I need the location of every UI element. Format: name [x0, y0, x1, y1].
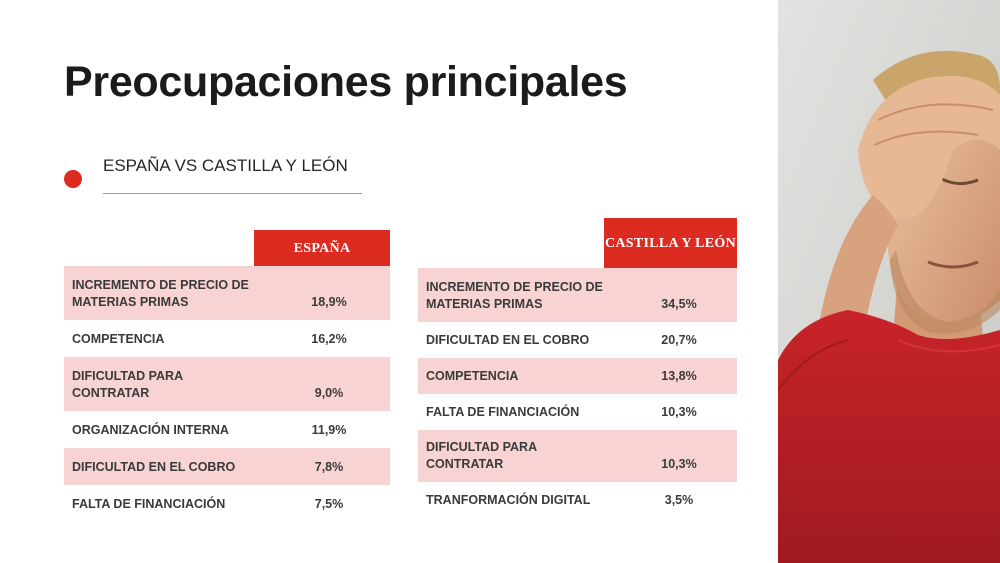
- row-label: COMPETENCIA: [72, 332, 165, 346]
- row-value: 18,9%: [311, 295, 347, 309]
- table-espana: [64, 230, 390, 522]
- table-row: [418, 322, 737, 358]
- bullet-dot: [64, 170, 82, 188]
- row-value: 16,2%: [311, 332, 347, 346]
- table-castilla-leon: [418, 218, 737, 518]
- row-value: 13,8%: [661, 369, 697, 383]
- row-label: DIFICULTAD PARA CONTRATAR: [72, 369, 183, 400]
- table-row: [64, 320, 390, 357]
- row-value: 11,9%: [311, 423, 347, 437]
- row-value: 34,5%: [661, 297, 697, 311]
- table-row: [64, 485, 390, 522]
- row-label: FALTA DE FINANCIACIÓN: [426, 405, 580, 419]
- row-value: 9,0%: [314, 386, 344, 400]
- divider: [103, 193, 362, 194]
- table-row: [418, 482, 737, 518]
- row-label: DIFICULTAD EN EL COBRO: [426, 333, 590, 347]
- row-label: TRANFORMACIÓN DIGITAL: [426, 493, 591, 507]
- table-row: [418, 430, 737, 482]
- row-label: DIFICULTAD PARA CONTRATAR: [426, 440, 537, 471]
- row-value: 10,3%: [661, 405, 697, 419]
- row-label: ORGANIZACIÓN INTERNA: [72, 423, 229, 437]
- row-value: 10,3%: [661, 457, 697, 471]
- table-row: [64, 411, 390, 448]
- row-label: DIFICULTAD EN EL COBRO: [72, 460, 236, 474]
- page-title: Preocupaciones principales: [64, 58, 628, 106]
- section-subtitle: ESPAÑA VS CASTILLA Y LEÓN: [103, 156, 348, 175]
- table-header-espana: ESPAÑA: [254, 230, 390, 266]
- row-label: FALTA DE FINANCIACIÓN: [72, 497, 226, 511]
- stressed-man-photo: [778, 0, 1000, 563]
- table-row: [418, 394, 737, 430]
- table-header-castilla-leon: CASTILLA Y LEÓN: [604, 218, 737, 268]
- row-value: 20,7%: [661, 333, 697, 347]
- table-row: [64, 357, 390, 411]
- table-row: [64, 266, 390, 320]
- row-label: INCREMENTO DE PRECIO DE MATERIAS PRIMAS: [72, 278, 249, 309]
- table-row: [64, 448, 390, 485]
- row-value: 7,5%: [314, 497, 344, 511]
- row-label: INCREMENTO DE PRECIO DE MATERIAS PRIMAS: [426, 280, 603, 311]
- table-row: [418, 268, 737, 322]
- row-value: 7,8%: [314, 460, 344, 474]
- row-label: COMPETENCIA: [426, 369, 519, 383]
- table-row: [418, 358, 737, 394]
- row-value: 3,5%: [664, 493, 694, 507]
